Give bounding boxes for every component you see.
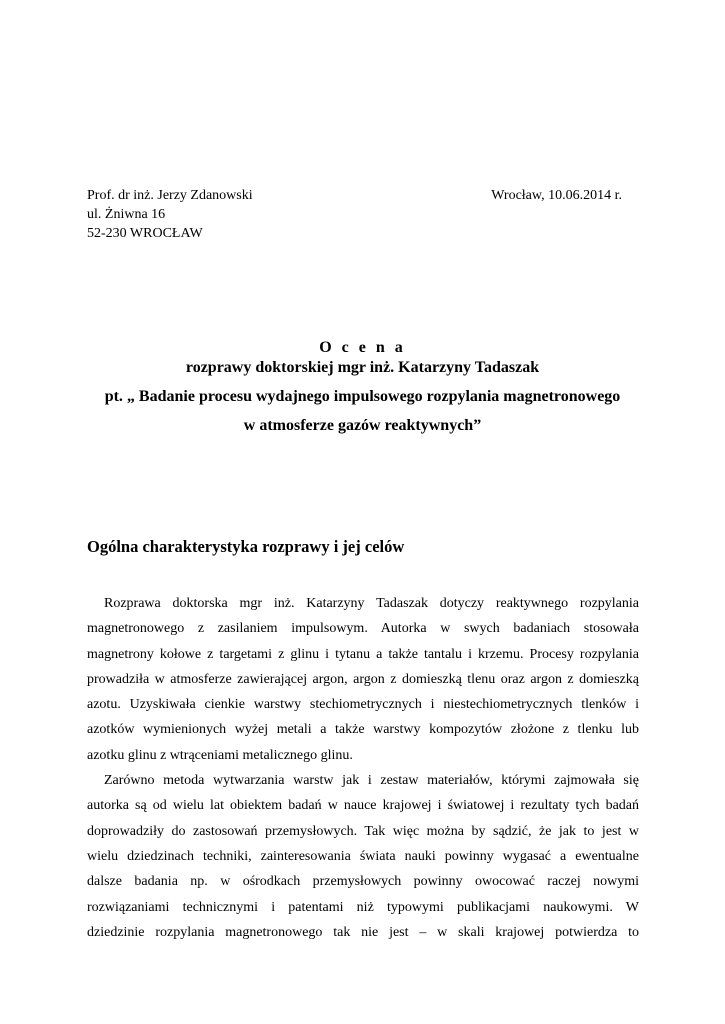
paragraph-line: dziedzinie rozpylania magnetronowego tak nie jest – w skali krajowej potwierdza to bbox=[87, 924, 639, 940]
paragraph-line: wielu dziedzinach techniki, zainteresowania świata nauki powinny wygasać a ewentualne bbox=[87, 848, 639, 864]
paragraph-line: autorka są od wielu lat obiektem badań w nauce krajowej i światowej i rezultaty tych badań bbox=[87, 798, 639, 814]
paragraph-line: dalsze badania np. w ośrodkach przemysłowych powinny owocować raczej nowymi bbox=[87, 874, 639, 890]
paragraph-line: magnetronowego z zasilaniem impulsowym. Autorka w swych badaniach stosowała bbox=[87, 621, 639, 637]
body-text bbox=[87, 591, 639, 945]
author-city: 52-230 WROCŁAW bbox=[87, 226, 203, 241]
letter-date: Wrocław, 10.06.2014 r. bbox=[491, 188, 622, 203]
paragraph-line: Zarówno metoda wytwarzania warstw jak i zestaw materiałów, którymi zajmowała się bbox=[104, 773, 639, 789]
title-subject: rozprawy doktorskiej mgr inż. Katarzyny Tadaszak bbox=[185, 359, 540, 376]
paragraph-line: prowadziła w atmosferze zawierającej argon, argon z domieszką tlenu oraz argon z domieszką bbox=[87, 671, 639, 687]
author-name: Prof. dr inż. Jerzy Zdanowski bbox=[87, 188, 253, 203]
paragraph-line: Rozprawa doktorska mgr inż. Katarzyny Tadaszak dotyczy reaktywnego rozpylania bbox=[104, 596, 639, 611]
author-street: ul. Żniwna 16 bbox=[87, 207, 166, 222]
letter-header bbox=[87, 186, 622, 243]
document-title bbox=[40, 338, 685, 436]
paragraph-line: rozwiązaniami technicznymi i patentami niż typowymi publikacjami naukowymi. W bbox=[87, 899, 639, 915]
paragraph-line: doprowadziły do zastosowań przemysłowych. Tak więc można by sądzić, że jak to jest w bbox=[87, 823, 639, 839]
title-ocena: O c e n a bbox=[319, 339, 406, 356]
paragraph-line: azotku glinu z wtrąceniami metalicznego glinu. bbox=[87, 747, 353, 763]
title-thesis-line-2: w atmosferze gazów reaktywnych” bbox=[243, 417, 482, 434]
section-heading: Ogólna charakterystyka rozprawy i jej celów bbox=[87, 537, 405, 556]
paragraph-line: magnetrony kołowe z targetami z glinu i tytanu a także tantalu i krzemu. Procesy rozpylania bbox=[87, 646, 639, 662]
paragraph-line: azotu. Uzyskiwała cienkie warstwy stechiometrycznych i niestechiometrycznych tlenków i bbox=[87, 697, 639, 713]
title-thesis-line-1: pt. „ Badanie procesu wydajnego impulsowego rozpylania magnetronowego bbox=[104, 388, 621, 405]
paragraph-line: azotków wymienionych wyżej metali a także warstwy kompozytów złożone z tlenku lub bbox=[87, 722, 639, 738]
